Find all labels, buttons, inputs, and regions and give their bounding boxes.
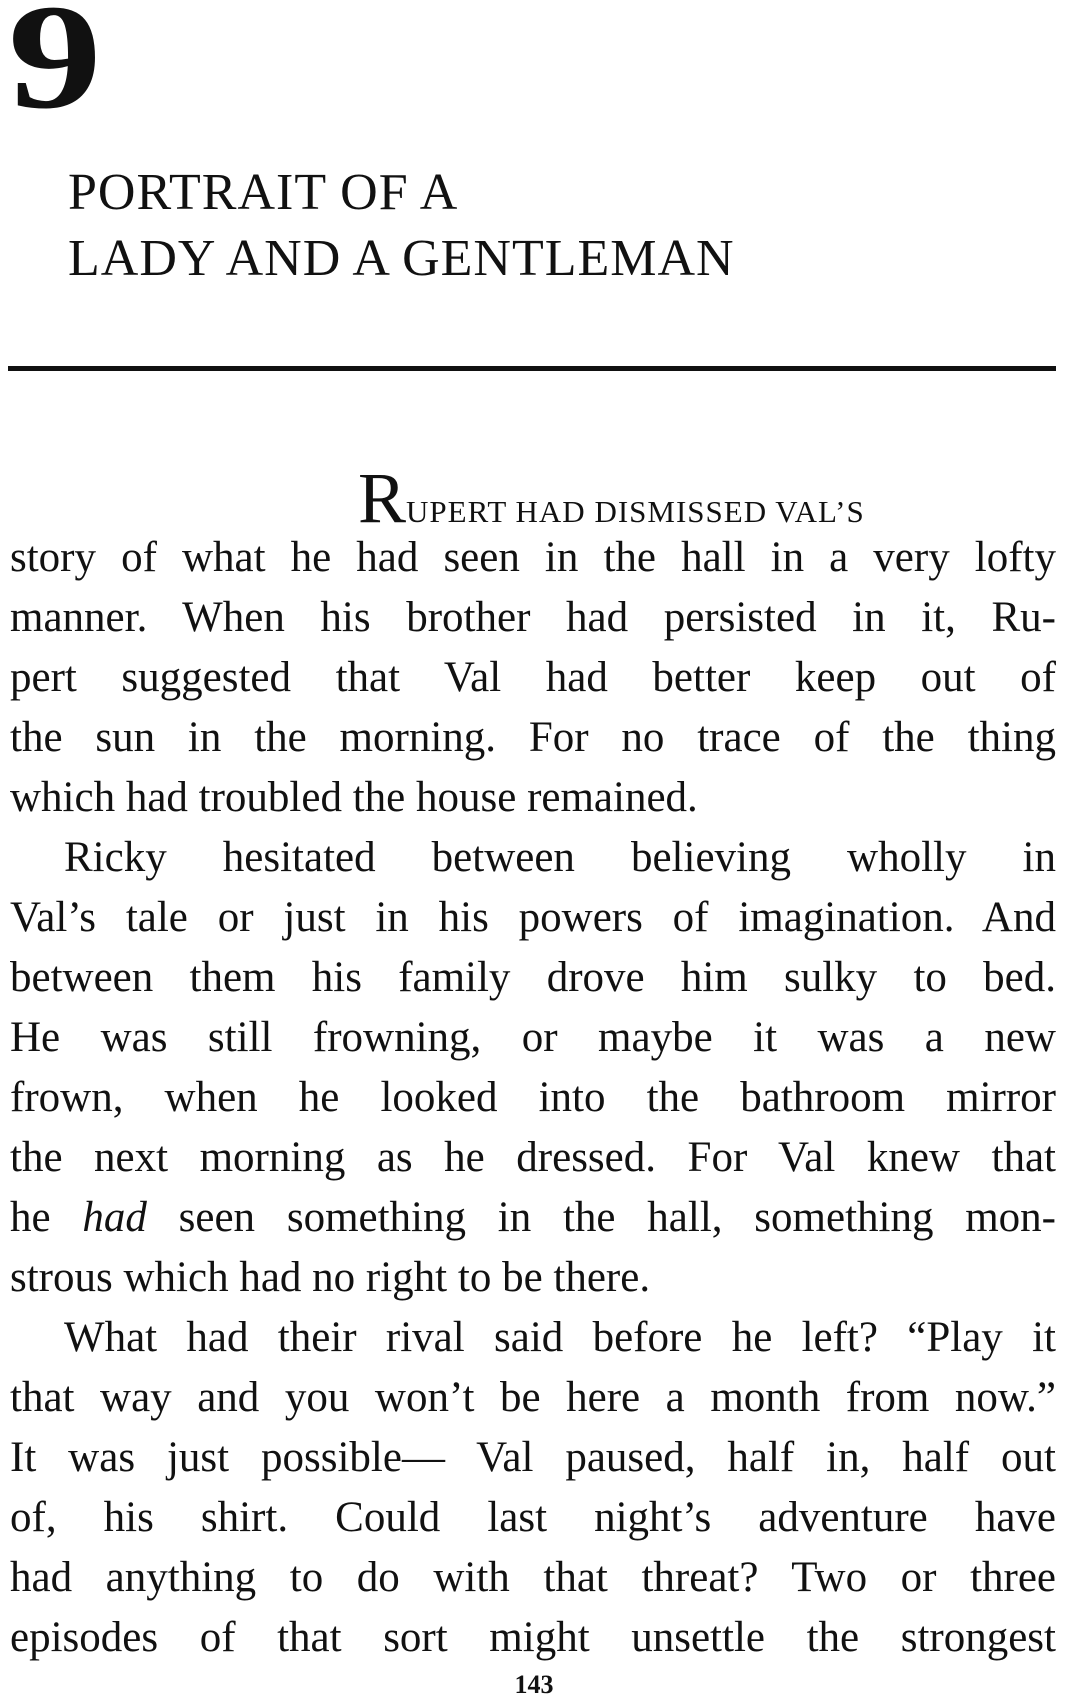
text-line: Ricky hesitated between believing wholly in bbox=[64, 834, 1056, 881]
drop-cap-initial: R bbox=[358, 458, 407, 538]
text-line: What had their rival said before he left? “Play it bbox=[64, 1314, 1056, 1361]
text-line: of, his shirt. Could last night’s adventure have bbox=[10, 1494, 1056, 1541]
text-line: story of what he had seen in the hall in a very lofty bbox=[10, 534, 1056, 581]
text-line: He was still frowning, or maybe it was a new bbox=[10, 1014, 1056, 1061]
text-line: strous which had no right to be there. bbox=[10, 1254, 651, 1301]
text-fragment: seen something in the hall, something mon- bbox=[146, 1194, 1057, 1241]
text-line: pert suggested that Val had better keep out of bbox=[10, 654, 1056, 701]
opening-line bbox=[10, 458, 1056, 538]
text-line: had anything to do with that threat? Two or three bbox=[10, 1554, 1056, 1601]
text-line: between them his family drove him sulky to bed. bbox=[10, 954, 1056, 1001]
text-line: which had troubled the house remained. bbox=[10, 774, 698, 821]
text-line: the next morning as he dressed. For Val knew that bbox=[10, 1134, 1056, 1181]
text-line: the sun in the morning. For no trace of the thing bbox=[10, 714, 1056, 761]
text-line: episodes of that sort might unsettle the strongest bbox=[10, 1614, 1056, 1661]
chapter-title-line: LADY AND A GENTLEMAN bbox=[68, 230, 735, 287]
text-line: Val’s tale or just in his powers of imagination. And bbox=[10, 894, 1056, 941]
text-fragment: he bbox=[10, 1194, 83, 1241]
chapter-title bbox=[68, 160, 735, 292]
opening-small-caps: UPERT HAD DISMISSED VAL’S bbox=[406, 494, 865, 529]
chapter-title-line: PORTRAIT OF A bbox=[68, 164, 459, 221]
page-number: 143 bbox=[514, 1670, 554, 1699]
chapter-number: 9 bbox=[8, 0, 95, 140]
title-rule bbox=[8, 366, 1056, 371]
italic-emphasis: had bbox=[82, 1194, 147, 1241]
text-line: frown, when he looked into the bathroom mirror bbox=[10, 1074, 1056, 1121]
body-text bbox=[10, 458, 1057, 1668]
text-line: manner. When his brother had persisted in it, Ru- bbox=[10, 594, 1056, 641]
text-line: that way and you won’t be here a month from now.” bbox=[10, 1374, 1056, 1421]
text-line: It was just possible— Val paused, half in, half out bbox=[10, 1434, 1056, 1481]
text-line bbox=[10, 1188, 1056, 1248]
